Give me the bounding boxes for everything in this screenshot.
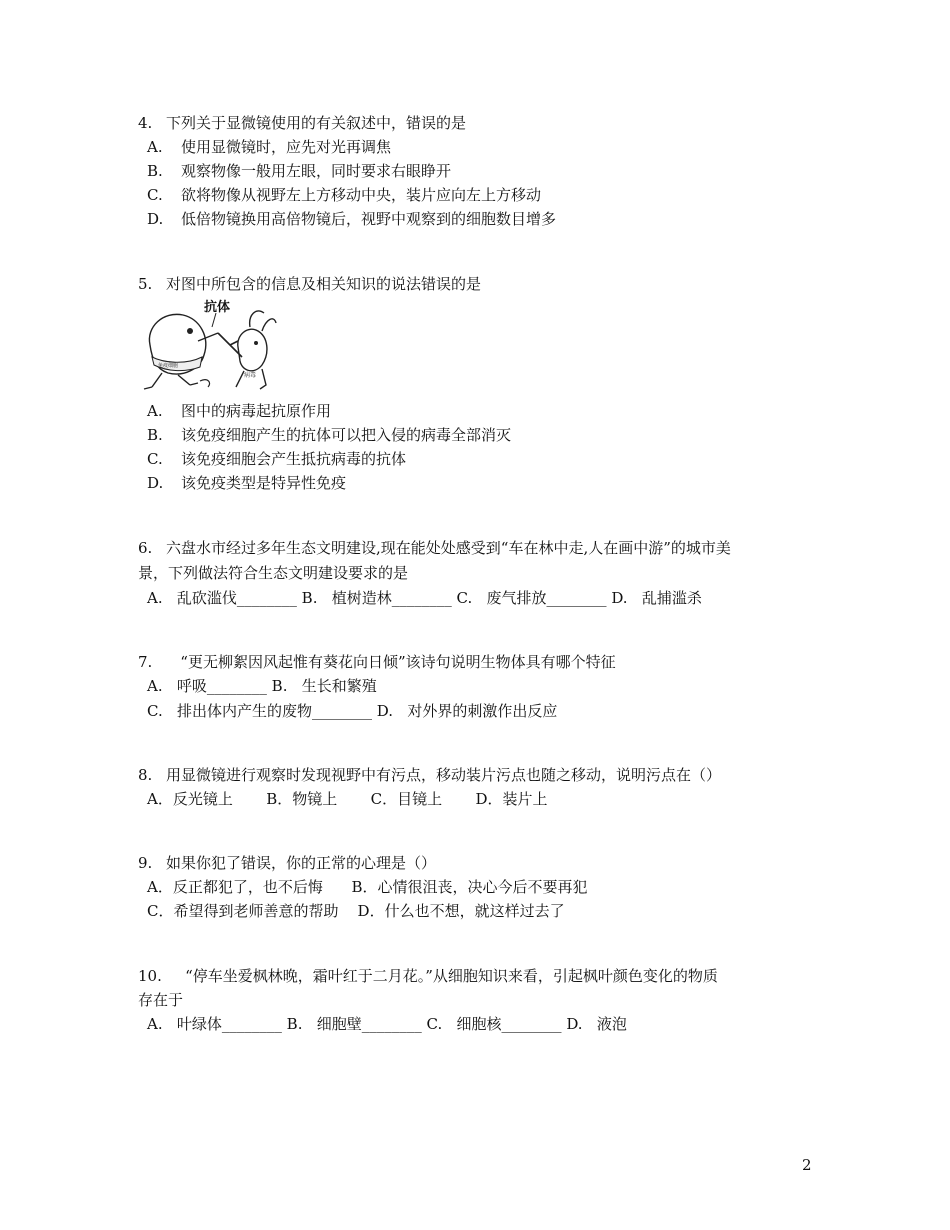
q6-options: A. 乱砍滥伐________ B. 植树造林________ C. 废气排放________ D. 乱捕滥杀 xyxy=(147,589,702,607)
q10-stem-line2: 存在于 xyxy=(138,991,184,1009)
q5-stem-line xyxy=(138,274,481,294)
page-number: 2 xyxy=(802,1156,812,1174)
q4-option-c: C. 欲将物像从视野左上方移动中央，装片应向左上方移动 xyxy=(147,186,542,204)
q10-stem: “停车坐爱枫林晚，霜叶红于二月花。”从细胞知识来看，引起枫叶颜色变化的物质 xyxy=(166,967,718,985)
q7-stem: “更无柳絮因风起惟有葵花向日倾”该诗句说明生物体具有哪个特征 xyxy=(166,653,616,671)
q8-stem: 用显微镜进行观察时发现视野中有污点，移动装片污点也随之移动，说明污点在（） xyxy=(166,766,722,784)
q9-stem: 如果你犯了错误，你的正常的心理是（） xyxy=(166,854,437,872)
q7-options-line1: A. 呼吸________ B. 生长和繁殖 xyxy=(147,677,377,695)
q9-stem-line xyxy=(138,853,436,873)
q8-stem-line xyxy=(138,765,721,785)
figure-antibody-label: 抗体 xyxy=(204,300,231,315)
figure-cell-label: 免疫细胞 xyxy=(158,363,179,369)
q4-option-d: D. 低倍物镜换用高倍物镜后，视野中观察到的细胞数目增多 xyxy=(147,210,557,228)
q10-options: A. 叶绿体________ B. 细胞壁________ C. 细胞核________ D. 液泡 xyxy=(147,1015,627,1033)
q6-stem-line1 xyxy=(138,538,731,558)
q4-stem-line xyxy=(138,113,466,133)
q5-option-d: D. 该免疫类型是特异性免疫 xyxy=(147,474,347,492)
q5-stem: 对图中所包含的信息及相关知识的说法错误的是 xyxy=(166,275,482,293)
q9-number: 9. xyxy=(138,854,153,872)
antibody-virus-figure xyxy=(138,297,278,397)
q7-number: 7. xyxy=(138,653,153,671)
q4-option-a: A. 使用显微镜时，应先对光再调焦 xyxy=(147,138,392,156)
q4-number: 4. xyxy=(138,114,153,132)
q4-stem: 下列关于显微镜使用的有关叙述中，错误的是 xyxy=(166,114,467,132)
q9-options-line2: C．希望得到老师善意的帮助 D．什么也不想，就这样过去了 xyxy=(147,902,565,920)
q10-stem-line1 xyxy=(138,966,718,986)
q9-options-line1: A．反正都犯了，也不后悔 B．心情很沮丧，决心今后不要再犯 xyxy=(147,878,588,896)
q10-number: 10. xyxy=(138,967,162,985)
q5-option-b: B. 该免疫细胞产生的抗体可以把入侵的病毒全部消灭 xyxy=(147,426,512,444)
q6-stem: 六盘水市经过多年生态文明建设,现在能处处感受到“车在林中走,人在画中游”的城市美 xyxy=(166,539,731,557)
q8-options: A．反光镜上 B．物镜上 C．目镜上 D．装片上 xyxy=(147,790,548,808)
q5-option-c: C. 该免疫细胞会产生抵抗病毒的抗体 xyxy=(147,450,407,468)
figure-virus-label: 病毒 xyxy=(244,372,257,379)
q7-options-line2: C. 排出体内产生的废物________ D. 对外界的刺激作出反应 xyxy=(147,702,558,720)
immune-cell-illustration xyxy=(138,297,278,397)
q5-option-a: A. 图中的病毒起抗原作用 xyxy=(147,402,332,420)
q6-stem-line2: 景，下列做法符合生态文明建设要求的是 xyxy=(138,564,409,582)
q7-stem-line xyxy=(138,652,616,672)
q5-number: 5. xyxy=(138,275,153,293)
q8-number: 8. xyxy=(138,766,153,784)
q4-option-b: B. 观察物像一般用左眼，同时要求右眼睁开 xyxy=(147,162,452,180)
q6-number: 6. xyxy=(138,539,153,557)
